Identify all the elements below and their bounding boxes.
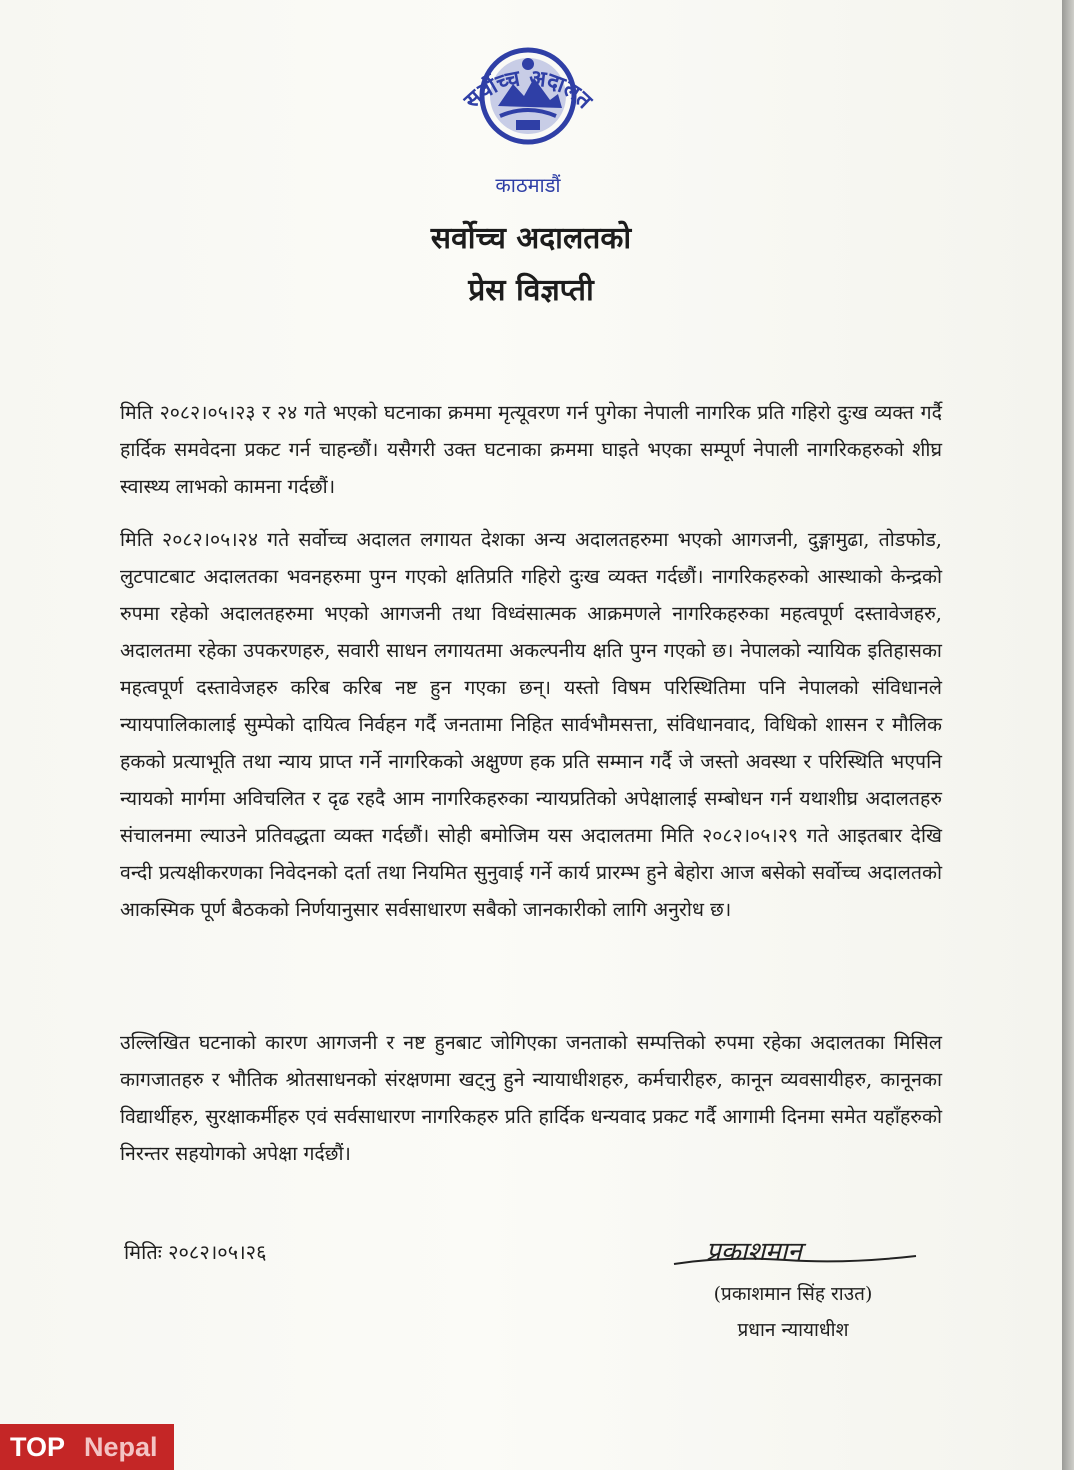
seal-top-text: सर्वोच्च अदालत [459, 65, 597, 114]
issue-date: मितिः २०८२।०५।२६ [124, 1240, 267, 1264]
document-title: सर्वोच्च अदालतको [430, 221, 632, 256]
signatory-title: प्रधान न्यायाधीश [737, 1319, 849, 1341]
watermark-nepal: Nepal [84, 1432, 158, 1462]
watermark-top: TOP [10, 1432, 66, 1462]
signatory-name: (प्रकाशमान सिंह राउत) [713, 1283, 873, 1305]
paragraph-condolence: मिति २०८२।०५।२३ र २४ गते भएको घटनाका क्रममा मृत्यूवरण गर्न पुगेका नेपाली नागरिक प्रति गहिरो दुःख व्यक्त गर्दै हार्दिक समवेदना प्रकट गर्न चाहन्छौं। यसैगरी उक्त घटनाका क्रममा घाइते भएका सम्पूर्ण नेपाली नागरिकहरुको शीघ्र स्वास्थ्य लाभको कामना गर्दछौं। [120, 401, 942, 498]
paragraph-gratitude: उल्लिखित घटनाको कारण आगजनी र नष्ट हुनबाट जोगिएका जनताको सम्पत्तिको रुपमा रहेका अदालतका मिसिल कागजातहरु र भौतिक श्रोतसाधनको संरक्षणमा खट्नु हुने न्यायाधीशहरु, कर्मचारीहरु, कानून व्यवसायीहरु, कानूनका विद्यार्थीहरु, सुरक्षाकर्मीहरु एवं सर्वसाधारण नागरिकहरु प्रति हार्दिक धन्यवाद प्रकट गर्दै आगामी दिनमा समेत यहाँहरुको निरन्तर सहयोगको अपेक्षा गर्दछौं। [120, 1031, 942, 1165]
paragraph-damage-statement: मिति २०८२।०५।२४ गते सर्वोच्च अदालत लगायत देशका अन्य अदालतहरुमा भएको आगजनी, दुङ्गामुढा, तोडफोड, लुटपाटबाट अदालतका भवनहरुमा पुग्न गएको क्षतिप्रति गहिरो दुःख व्यक्त गर्दछौं। नागरिकहरुको आस्थाको केन्द्रको रुपमा रहेको अदालतहरुमा भएको आगजनी तथा विध्वंसात्मक आक्रमणले नागरिकहरुका महत्वपूर्ण दस्तावेजहरु, अदालतमा रहेका उपकरणहरु, सवारी साधन लगायतमा अकल्पनीय क्षति पुग्न गएको छ। नेपालको न्यायिक इतिहासका महत्वपूर्ण दस्तावेजहरु करिब करिब नष्ट हुन गएका छन्। यस्तो विषम परिस्थितिमा पनि नेपालको संविधानले न्यायपालिकालाई सुम्पेको दायित्व निर्वहन गर्दै जनतामा निहित सार्वभौमसत्ता, संविधानवाद, विधिको शासन र मौलिक हकको प्रत्याभूति तथा न्याय प्राप्त गर्ने नागरिकको अक्षुण्ण हक प्रति सम्मान गर्दै जे जस्तो अवस्था र परिस्थिति भएपनि न्यायको मार्गमा अविचलित र दृढ रहदै आम नागरिकहरुका न्यायप्रतिको अपेक्षालाई सम्बोधन गर्न यथाशीघ्र अदालतहरु संचालनमा ल्याउने प्रतिवद्धता व्यक्त गर्दछौं। सोही बमोजिम यस अदालतमा मिति २०८२।०५।२९ गते आइतबार देखि वन्दी प्रत्यक्षीकरणका निवेदनको दर्ता तथा नियमित सुनुवाई गर्ने कार्य प्रारम्भ हुने बेहोरा आज बसेको सर्वोच्च अदालतको आकस्मिक पूर्ण बैठकको निर्णयानुसार सर्वसाधारण सबैको जानकारीको लागि अनुरोध छ। [120, 528, 942, 921]
page-edge-shadow [1062, 0, 1074, 1470]
document-subtitle: प्रेस विज्ञप्ती [468, 273, 594, 308]
signature-scrawl: प्रकाशमान [706, 1237, 802, 1267]
signature [666, 1226, 926, 1286]
seal-bottom-text: काठमाडौं [495, 173, 561, 197]
top-nepal-watermark [0, 1424, 174, 1470]
supreme-court-seal [438, 34, 618, 204]
